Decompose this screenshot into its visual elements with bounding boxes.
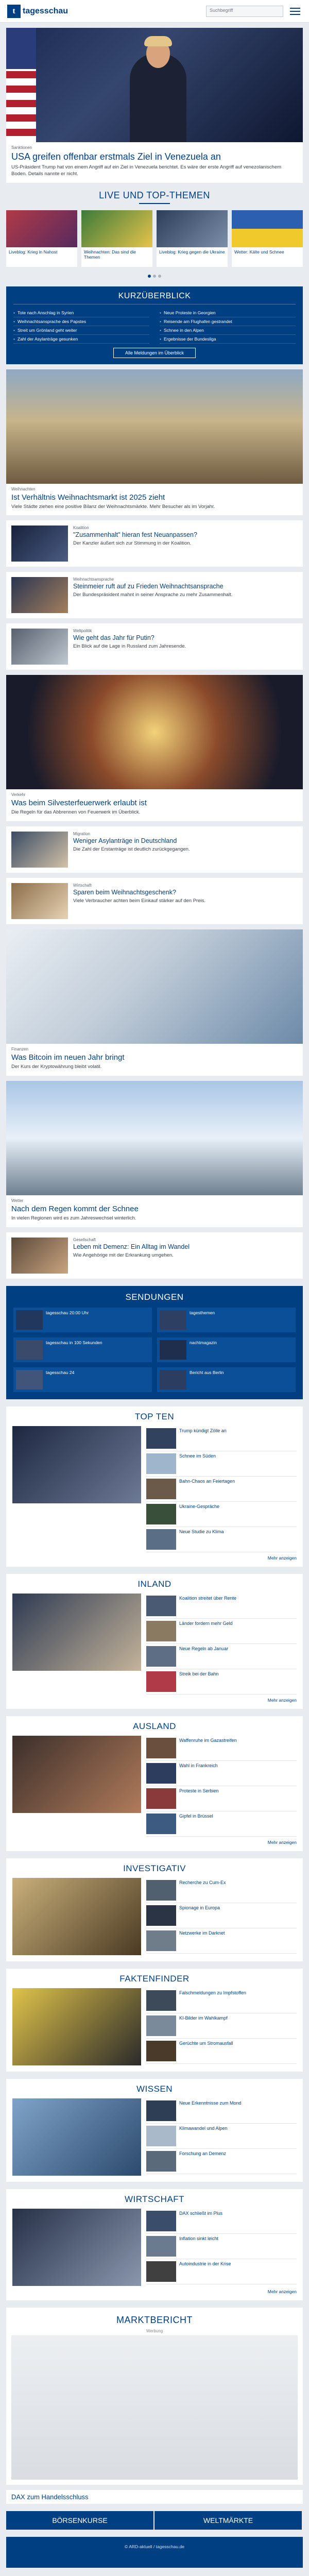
wissen-item[interactable]	[146, 2098, 297, 2124]
item-thumbnail	[146, 1880, 176, 1901]
footer-text: © ARD-aktuell / tagesschau.de	[125, 2544, 184, 2549]
item-thumbnail	[146, 2015, 176, 2036]
topten-lead-image[interactable]	[12, 1426, 141, 1503]
inland-item[interactable]	[146, 1644, 297, 1669]
faktenfinder-item[interactable]	[146, 2013, 297, 2039]
article-thumbnail	[11, 883, 68, 919]
item-title: Spionage in Europa	[179, 1905, 220, 1910]
heading-underline	[139, 203, 170, 204]
kurz-item[interactable]: ▪ Neue Proteste in Georgien	[160, 309, 296, 317]
article-kicker: Weihnachten	[11, 486, 36, 492]
item-title: Netzwerke im Darknet	[179, 1930, 225, 1936]
item-thumbnail	[146, 1621, 176, 1641]
logo-mark	[7, 5, 21, 18]
article-teaser: Viele Städte ziehen eine positive Bilanz der Weihnachtsmärkte. Mehr Besucher als im Vorjahr.	[11, 503, 215, 510]
article-row[interactable]	[6, 1232, 303, 1279]
article-kicker: Weltpolitik	[73, 629, 92, 634]
article-teaser: Die Regeln für das Abbrennen von Feuerwerk im Überblick.	[11, 809, 141, 816]
investigativ-item[interactable]	[146, 1928, 297, 1954]
inland-lead-image[interactable]	[12, 1594, 141, 1671]
big-article[interactable]	[6, 675, 303, 821]
topten-title: TOP TEN	[134, 1411, 175, 1421]
ausland-item[interactable]	[146, 1811, 297, 1837]
article-title[interactable]: Weniger Asylanträge in Deutschland	[73, 837, 177, 845]
investigativ-item[interactable]	[146, 1878, 297, 1903]
item-thumbnail	[146, 1905, 176, 1926]
article-image	[6, 369, 303, 484]
live-carousel	[6, 207, 303, 272]
item-title: Forschung an Demenz	[179, 2150, 227, 2156]
hero-kicker: Sanktionen	[11, 145, 32, 150]
item-title: Autoindustrie in der Krise	[179, 2261, 231, 2266]
kurz-right-list	[160, 309, 296, 344]
item-title: Gerüchte um Stromausfall	[179, 2040, 233, 2046]
faktenfinder-section	[6, 1969, 303, 2072]
kurz-item[interactable]: ▪ Reisende am Flughafen gestrandet	[160, 317, 296, 326]
article-kicker: Koalition	[73, 526, 89, 531]
topten-section	[6, 1406, 303, 1567]
item-title: Waffenruhe im Gazastreifen	[179, 1737, 237, 1743]
sendung-label: tagesschau in 100 Sekunden	[46, 1340, 102, 1345]
article-row[interactable]	[6, 572, 303, 618]
article-row[interactable]	[6, 878, 303, 924]
sendung-label: tagesschau 24	[46, 1369, 75, 1375]
article-image	[6, 929, 303, 1044]
sendung-item[interactable]	[157, 1308, 296, 1332]
live-item[interactable]	[81, 210, 152, 267]
item-thumbnail	[146, 1529, 176, 1550]
article-kicker: Migration	[73, 832, 90, 837]
item-thumbnail	[146, 1596, 176, 1616]
sendung-thumbnail	[16, 1310, 43, 1330]
kurz-item[interactable]: ▪ Tote nach Anschlag in Syrien	[13, 309, 149, 317]
live-label: Liveblog: Krieg gegen die Ukraine	[159, 249, 225, 255]
live-item[interactable]	[232, 210, 303, 267]
item-thumbnail	[146, 1453, 176, 1474]
wissen-item[interactable]	[146, 2124, 297, 2149]
live-item[interactable]	[6, 210, 77, 267]
item-title: Recherche zu Cum-Ex	[179, 1879, 226, 1885]
article-teaser: Die Zahl der Erstanträge ist deutlich zurückgegangen.	[73, 846, 190, 853]
more-link[interactable]: Mehr anzeigen	[267, 2289, 297, 2294]
item-title: Wahl in Frankreich	[179, 1762, 218, 1768]
article-image	[6, 1081, 303, 1195]
kurz-item[interactable]: ▪ Streit um Grönland geht weiter	[13, 326, 149, 335]
item-thumbnail	[146, 1990, 176, 2011]
tab-boerse[interactable]: BÖRSENKURSE	[6, 2511, 154, 2530]
item-thumbnail	[146, 2041, 176, 2061]
article-kicker: Weihnachtsansprache	[73, 577, 114, 582]
item-title: Neue Studie zu Klima	[179, 1529, 224, 1534]
article-title[interactable]: Ist Verhältnis Weihnachtsmarkt ist 2025 zieht	[11, 493, 165, 502]
article-thumbnail	[11, 629, 68, 665]
topten-item[interactable]	[146, 1451, 297, 1477]
kurz-item[interactable]: ▪ Zahl der Asylanträge gesunken	[13, 335, 149, 344]
item-thumbnail	[146, 2100, 176, 2121]
article-teaser: Der Kurs der Kryptowährung bleibt volatil.	[11, 1064, 102, 1070]
article-title[interactable]: Wie geht das Jahr für Putin?	[73, 634, 154, 642]
ausland-item[interactable]	[146, 1786, 297, 1811]
hero-person	[130, 54, 186, 142]
live-item[interactable]	[157, 210, 228, 267]
market-tabs	[6, 2511, 303, 2530]
topten-item[interactable]	[146, 1426, 297, 1451]
sendung-thumbnail	[160, 1370, 186, 1389]
live-label: Weihnachten: Das sind die Themen	[84, 249, 136, 260]
sendung-item[interactable]	[13, 1337, 152, 1362]
item-title: KI-Bilder im Wahlkampf	[179, 2015, 228, 2021]
article-teaser: Der Kanzler äußert sich zur Stimmung in der Koalition.	[73, 540, 192, 547]
carousel-dots[interactable]	[6, 272, 303, 283]
wirtschaft-item[interactable]	[146, 2234, 297, 2259]
sendung-thumbnail	[160, 1340, 186, 1360]
wirtschaft-title: WIRTSCHAFT	[124, 2194, 185, 2204]
menu-icon-line	[290, 11, 300, 12]
live-section-heading	[6, 183, 303, 207]
article-row[interactable]	[6, 826, 303, 873]
faktenfinder-item[interactable]	[146, 2039, 297, 2064]
item-thumbnail	[146, 1646, 176, 1667]
article-title[interactable]: Leben mit Demenz: Ein Alltag im Wandel	[73, 1243, 190, 1250]
article-teaser: Ein Blick auf die Lage in Russland zum Jahresende.	[73, 643, 186, 650]
big-article[interactable]	[6, 1081, 303, 1227]
ad-area[interactable]	[11, 2335, 298, 2480]
sendung-item[interactable]	[157, 1337, 296, 1362]
sendung-thumbnail	[160, 1310, 186, 1330]
investigativ-section	[6, 1858, 303, 1961]
live-image	[157, 210, 228, 247]
item-title: Schnee im Süden	[179, 1453, 216, 1459]
markt-title: MARKTBERICHT	[116, 2314, 193, 2325]
item-thumbnail	[146, 1428, 176, 1449]
wirtschaft-item[interactable]	[146, 2259, 297, 2284]
big-article[interactable]	[6, 929, 303, 1076]
marktbericht-box	[6, 2308, 303, 2485]
item-thumbnail	[146, 2151, 176, 2172]
sendung-item[interactable]	[13, 1367, 152, 1392]
sendung-thumbnail	[16, 1340, 43, 1360]
menu-icon	[290, 8, 300, 9]
wirtschaft-lead-image[interactable]	[12, 2209, 141, 2286]
item-thumbnail	[146, 2211, 176, 2231]
item-title: DAX schließt im Plus	[179, 2210, 223, 2216]
wissen-title: WISSEN	[136, 2083, 173, 2094]
tab-welt[interactable]: WELTMÄRKTE	[154, 2511, 303, 2530]
article-teaser: Der Bundespräsident mahnt in seiner Ansprache zu mehr Zusammenhalt.	[73, 592, 233, 598]
kurz-item[interactable]: ▪ Weihnachtsansprache des Papstes	[13, 317, 149, 326]
dot[interactable]	[153, 275, 156, 278]
flag-canton	[6, 28, 36, 69]
sendungen-title: SENDUNGEN	[125, 1292, 184, 1302]
kurz-item[interactable]: ▪ Ergebnisse der Bundesliga	[160, 335, 296, 344]
sendung-label: tagesthemen	[190, 1310, 215, 1315]
footer	[6, 2537, 303, 2568]
item-title: Ukraine-Gespräche	[179, 1503, 220, 1509]
topten-item[interactable]	[146, 1477, 297, 1502]
investigativ-title: INVESTIGATIV	[123, 1863, 186, 1873]
item-title: Trump kündigt Zölle an	[179, 1428, 227, 1433]
item-thumbnail	[146, 2126, 176, 2146]
wirtschaft-section	[6, 2189, 303, 2300]
more-link[interactable]: Mehr anzeigen	[267, 1839, 297, 1845]
sendung-item[interactable]	[157, 1367, 296, 1392]
sendung-label: Bericht aus Berlin	[190, 1369, 224, 1375]
kurz-item[interactable]: ▪ Schnee in den Alpen	[160, 326, 296, 335]
wissen-section	[6, 2079, 303, 2182]
faktenfinder-lead-image[interactable]	[12, 1988, 141, 2065]
live-label: Wetter: Kälte und Schnee	[234, 249, 284, 255]
dot[interactable]	[148, 275, 151, 278]
article-title[interactable]: Was beim Silvesterfeuerwerk erlaubt ist	[11, 799, 147, 808]
article-title[interactable]: Was Bitcoin im neuen Jahr bringt	[11, 1053, 125, 1062]
search-input[interactable]: Suchbegriff	[206, 6, 283, 17]
item-thumbnail	[146, 2236, 176, 2257]
logo-letter: t	[12, 6, 15, 15]
logo-text: tagesschau	[23, 6, 68, 15]
sendungen-box	[6, 1286, 303, 1399]
item-title: Klimawandel und Alpen	[179, 2125, 228, 2131]
live-label: Liveblog: Krieg in Nahost	[9, 249, 58, 255]
item-title: Streik bei der Bahn	[179, 1671, 219, 1676]
inland-section	[6, 1574, 303, 1709]
big-article[interactable]	[6, 369, 303, 516]
article-image	[6, 675, 303, 789]
article-kicker: Finanzen	[11, 1047, 28, 1052]
live-title: LIVE UND TOP-THEMEN	[99, 190, 210, 200]
article-thumbnail	[11, 1238, 68, 1274]
item-thumbnail	[146, 1814, 176, 1834]
more-link[interactable]: Mehr anzeigen	[267, 1697, 297, 1703]
wissen-item[interactable]	[146, 2149, 297, 2174]
inland-title: INLAND	[138, 1579, 171, 1589]
faktenfinder-title: FAKTENFINDER	[119, 1973, 190, 1984]
live-image	[232, 210, 303, 247]
inland-item[interactable]	[146, 1669, 297, 1694]
kurz-more-button[interactable]: Alle Meldungen im Überblick	[113, 348, 196, 358]
article-kicker: Verkehr	[11, 792, 26, 798]
ad-label: Werbung	[146, 2328, 163, 2333]
article-kicker: Wetter	[11, 1198, 24, 1204]
topten-item[interactable]	[146, 1502, 297, 1527]
inland-item[interactable]	[146, 1594, 297, 1619]
item-title: Neue Erkenntnisse zum Mond	[179, 2100, 242, 2106]
article-row[interactable]	[6, 520, 303, 567]
article-row[interactable]	[6, 623, 303, 670]
ausland-section	[6, 1716, 303, 1851]
kurzueberblick-title: KURZÜBERBLICK	[13, 292, 296, 304]
topten-item[interactable]	[146, 1527, 297, 1552]
article-teaser: In vielen Regionen wird es zum Jahreswechsel winterlich.	[11, 1215, 136, 1222]
menu-button[interactable]	[288, 6, 302, 17]
sendung-label: nachtmagazin	[190, 1340, 217, 1345]
inland-item[interactable]	[146, 1619, 297, 1644]
article-thumbnail	[11, 832, 68, 868]
article-thumbnail	[11, 577, 68, 613]
site-logo[interactable]	[7, 5, 68, 18]
item-thumbnail	[146, 1738, 176, 1758]
item-title: Bahn-Chaos an Feiertagen	[179, 1478, 235, 1484]
article-title[interactable]: "Zusammenhalt" hieran fest Neuanpassen?	[73, 531, 197, 539]
wirtschaft-item[interactable]	[146, 2209, 297, 2234]
investigativ-item[interactable]	[146, 1903, 297, 1928]
live-image	[6, 210, 77, 247]
item-title: Falschmeldungen zu Impfstoffen	[179, 1990, 246, 1995]
dot[interactable]	[158, 275, 161, 278]
sendung-thumbnail	[16, 1370, 43, 1389]
article-teaser: Viele Verbraucher achten beim Einkauf stärker auf den Preis.	[73, 898, 205, 904]
article-kicker: Wirtschaft	[73, 883, 92, 888]
item-thumbnail	[146, 1504, 176, 1524]
main-content	[6, 28, 303, 2568]
item-title: Inflation sinkt leicht	[179, 2235, 219, 2241]
faktenfinder-item[interactable]	[146, 1988, 297, 2013]
kurzueberblick-box	[6, 286, 303, 364]
menu-icon-line	[290, 14, 300, 15]
more-link[interactable]: Mehr anzeigen	[267, 1555, 297, 1561]
item-thumbnail	[146, 1479, 176, 1499]
item-thumbnail	[146, 1930, 176, 1951]
item-title: Proteste in Serbien	[179, 1788, 219, 1793]
item-thumbnail	[146, 1788, 176, 1809]
top-bar	[0, 0, 309, 23]
article-title[interactable]: Steinmeier ruft auf zu Frieden Weihnachtsansprache	[73, 583, 224, 590]
article-title[interactable]: Nach dem Regen kommt der Schnee	[11, 1205, 139, 1214]
article-teaser: Wie Angehörige mit der Erkrankung umgehen.	[73, 1252, 174, 1258]
item-thumbnail	[146, 1671, 176, 1692]
article-title[interactable]: Sparen beim Weihnachtsgeschenk?	[73, 889, 176, 896]
item-thumbnail	[146, 2261, 176, 2282]
item-title: Gipfel in Brüssel	[179, 1813, 213, 1819]
item-thumbnail	[146, 1763, 176, 1784]
item-title: Neue Regeln ab Januar	[179, 1646, 229, 1651]
article-thumbnail	[11, 526, 68, 562]
ausland-item[interactable]	[146, 1761, 297, 1786]
live-image	[81, 210, 152, 247]
hero-teaser: US-Präsident Trump hat von einem Angriff auf ein Ziel in Venezuela berichtet. Es wäre der erste Angriff auf venezolanischem Boden. Details nannte er nicht.	[11, 164, 282, 177]
sendung-item[interactable]	[13, 1308, 152, 1332]
kurz-left-list	[13, 309, 149, 344]
markt-heading	[11, 2313, 298, 2329]
sendung-label: tagesschau 20:00 Uhr	[46, 1310, 89, 1315]
ausland-item[interactable]	[146, 1736, 297, 1761]
hero-article[interactable]	[6, 28, 303, 183]
ausland-lead-image[interactable]	[12, 1736, 141, 1813]
hero-title[interactable]: USA greifen offenbar erstmals Ziel in Venezuela an	[11, 151, 221, 162]
wissen-lead-image[interactable]	[12, 2098, 141, 2176]
item-title: Koalition streitet über Rente	[179, 1595, 237, 1601]
investigativ-lead-image[interactable]	[12, 1878, 141, 1955]
hero-image	[6, 28, 303, 142]
ticker-title[interactable]: DAX zum Handelsschluss	[6, 2490, 303, 2504]
item-title: Länder fordern mehr Geld	[179, 1620, 233, 1626]
article-kicker: Gesellschaft	[73, 1237, 96, 1242]
ausland-title: AUSLAND	[133, 1721, 176, 1731]
